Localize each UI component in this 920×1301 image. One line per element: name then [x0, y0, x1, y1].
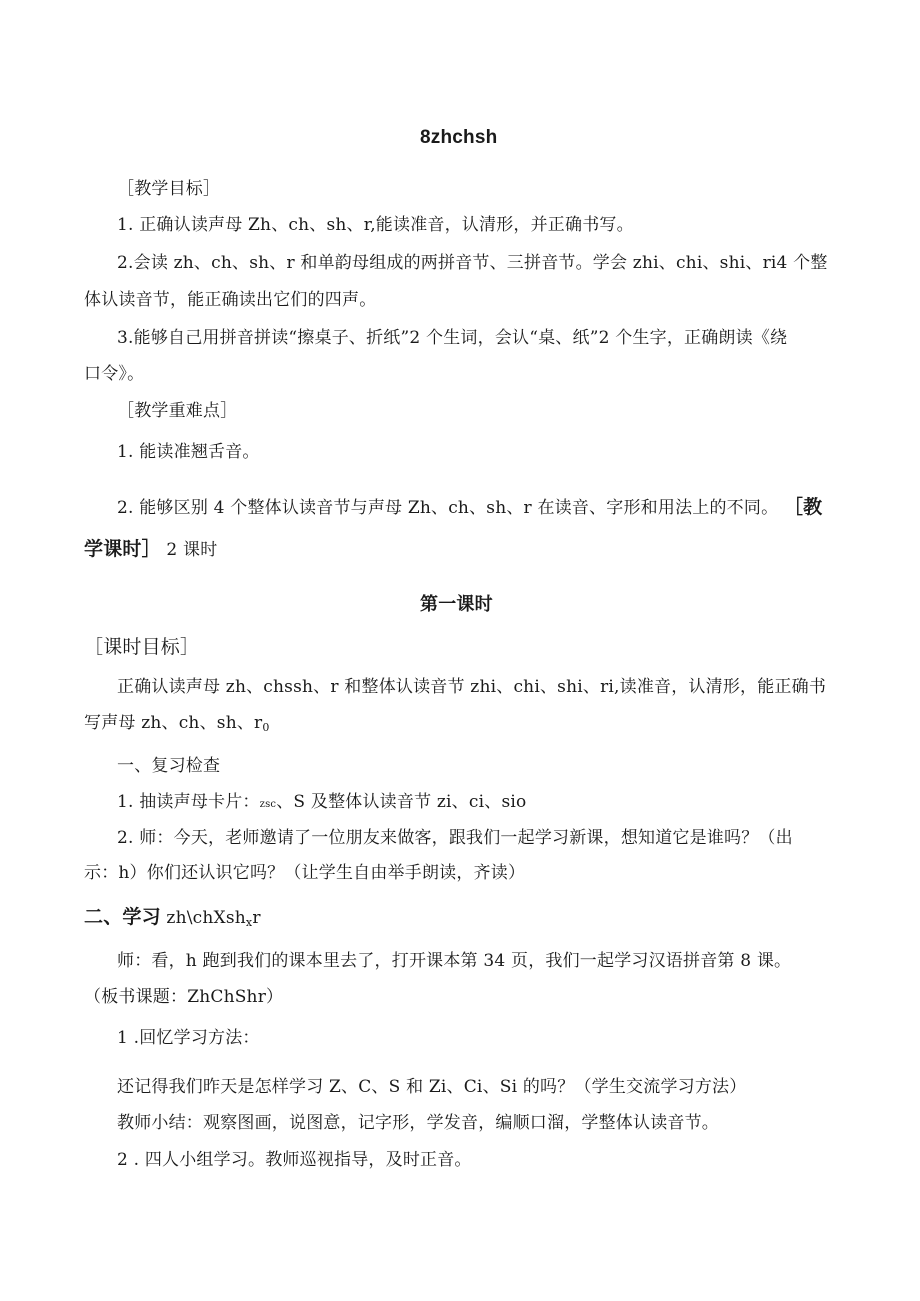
lesson-goal-heading: ［课时目标］	[84, 637, 200, 658]
document-title: 8zhchsh	[420, 127, 498, 148]
step-1: 1 .回忆学习方法：	[117, 1028, 260, 1048]
learn-heading	[84, 906, 261, 935]
teaching-hours-heading-start: ［教	[783, 497, 823, 518]
review-2-line-2: 示：h）你们还认识它吗？（让学生自由举手朗读，齐读）	[84, 863, 526, 883]
review-1-text-b: 、S 及整体认读音节 zi、ci、sio	[276, 792, 527, 812]
objective-2-line-1: 2.会读 zh、ch、sh、r 和单韵母组成的两拼音节、三拼音节。学会 zhi、chi、shi、ri4 个整	[117, 253, 828, 273]
review-1-text-a: 1. 抽读声母卡片：	[117, 792, 260, 812]
objectives-heading: ［教学目标］	[117, 179, 221, 199]
objective-1: 1. 正确认读声母 Zh、ch、sh、r,能读准音，认清形，并正确书写。	[117, 215, 634, 235]
lesson-1-heading: 第一课时	[420, 594, 493, 614]
learn-heading-text-a: zh\chXsh	[160, 908, 246, 928]
review-1-small-text: zsc	[259, 799, 277, 810]
step-2: 2 . 四人小组学习。教师巡视指导，及时正音。	[117, 1150, 472, 1170]
lesson-goal-text: 写声母 zh、ch、sh、r	[84, 713, 263, 733]
summary-paragraph: 教师小结：观察图画，说图意，记字形，学发音，编顺口溜，学整体认读音节。	[117, 1113, 719, 1133]
learn-heading-text-b: r	[252, 908, 261, 928]
review-2-line-1: 2. 师：今天，老师邀请了一位朋友来做客，跟我们一起学习新课，想知道它是谁吗？（出	[117, 828, 793, 848]
recall-paragraph: 还记得我们昨天是怎样学习 Z、C、S 和 Zi、Ci、Si 的吗？（学生交流学习方法）	[117, 1077, 747, 1097]
teaching-hours-value: 2 课时	[166, 540, 218, 560]
keypoint-1: 1. 能读准翘舌音。	[117, 442, 260, 462]
objective-3-line-2: 口令》。	[84, 364, 145, 384]
teacher-line-2: （板书课题：ZhChShr）	[84, 987, 284, 1007]
lesson-goal-subscript: 0	[262, 721, 270, 734]
teacher-line-1: 师：看，h 跑到我们的课本里去了，打开课本第 34 页，我们一起学习汉语拼音第 8 课。	[117, 951, 792, 971]
keypoint-2-text: 2. 能够区别 4 个整体认读音节与声母 Zh、ch、sh、r 在读音、字形和用法上的不同。	[117, 498, 779, 518]
objective-3-line-1: 3.能够自己用拼音拼读“擦桌子、折纸”2 个生词，会认“桌、纸”2 个生字，正确朗读《绕	[117, 328, 788, 348]
objective-2-line-2: 体认读音节，能正确读出它们的四声。	[84, 290, 377, 310]
lesson-goal-line-2	[84, 711, 270, 740]
keypoint-2-line-1	[117, 496, 822, 520]
keypoint-2-line-2	[84, 538, 217, 562]
lesson-goal-line-1: 正确认读声母 zh、chssh、r 和整体认读音节 zhi、chi、shi、ri,读准音，认清形，能正确书	[117, 677, 827, 697]
review-heading: 一、复习检查	[117, 756, 221, 776]
learn-heading-subscript: x	[245, 916, 253, 929]
review-1	[117, 790, 526, 817]
learn-heading-bold: 二、学习	[84, 907, 161, 928]
keypoints-heading: ［教学重难点］	[117, 401, 238, 421]
teaching-hours-heading-end: 学课时］	[84, 539, 161, 560]
